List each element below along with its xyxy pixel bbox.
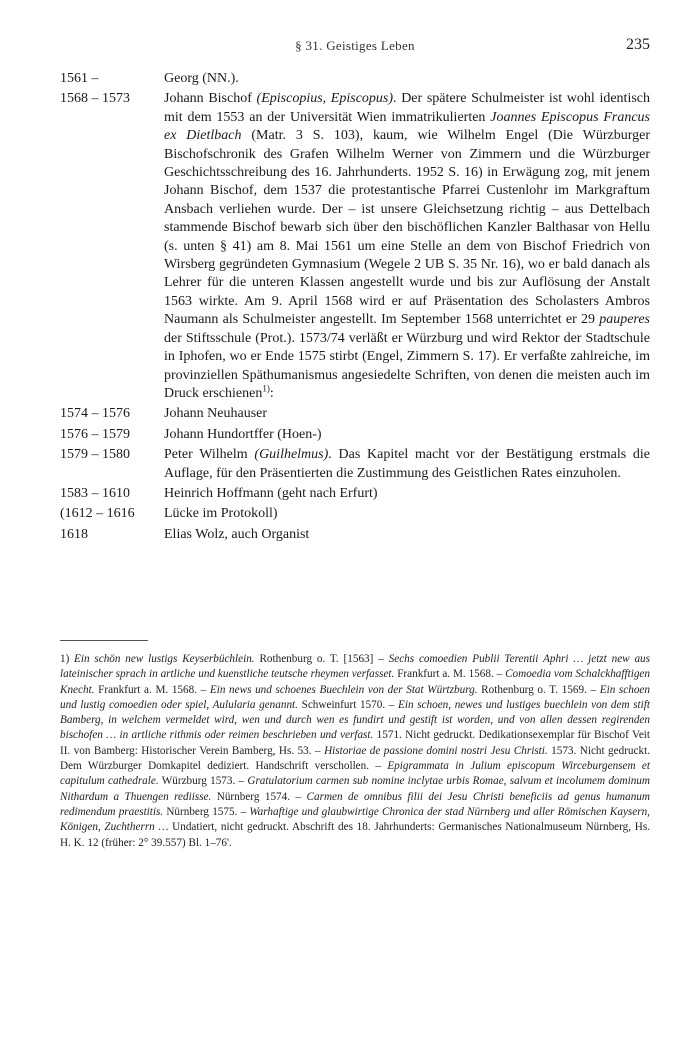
text-run: Elias Wolz, auch Organist: [164, 526, 310, 542]
entry-years: 1576 – 1579: [60, 426, 130, 442]
text-run: :: [269, 385, 274, 401]
footnote: [60, 652, 650, 851]
text-run: Heinrich Hoffmann (geht nach Erfurt): [164, 485, 378, 501]
italic-text: Carmen de omnibus filii dei Jesu Christi beneficiis ad genus humanum redimendum praestitis.: [60, 790, 650, 818]
entry-row: [60, 426, 650, 444]
italic-text: Ein schoen und lustig comoedien oder spiel, Aulularia genannt.: [60, 683, 650, 711]
text-run: Frankfurt a. M. 1568. –: [94, 683, 210, 696]
text-run: Peter Wilhelm: [164, 447, 255, 463]
italic-text: (Episcopius, Episcopus): [256, 91, 394, 107]
italic-text: Sechs comoedien Publii Terentii Aphri … jetzt new aus lateinischer sprach in artliche und kuenstliche teutsche rheymen verfasset.: [60, 653, 651, 681]
text-run: Johann Hundortffer (Hoen-): [164, 426, 322, 442]
footnote-text: [60, 653, 650, 849]
text-run: Schweinfurt 1570. –: [297, 698, 399, 711]
text-run: (Matr. 3 S. 103), kaum, wie Wilhelm Engel (Die Würzburger Bischofschronik des Grafen Wilhelm Werner von Zimmern und die Würzburger Geschichtsschreibung des 16. Jahrhunderts. 1952 S. 16) in Erwägung zog, mit jenem Johann Bischof, dem 1537 die protestantische Pfarrei Custenlohr im Markgraftum Ansbach verliehen wurde. Der – ist unsere Gleichsetzung richtig – aus Dettelbach stammende Bischof bewarb sich über den bischöflichen Kanzler Balthasar von Hellu (s. unten § 41) am 8. Mai 1561 um eine Stelle an dem von Bischof Friedrich von Wirsberg gegründeten Gymnasium (Wegele 2 UB S. 35 Nr. 16), wo er bald danach als Lehrer für die unteren Klassen angestellt wurde und bis zur Auflösung der Anstalt 1563 wirkte. Am 9. April 1568 wird er auf Präsentation des Scholasters Ambros Naumann als Schulmeister angestellt. Im September 1568 unterrichtet er 29: [164, 128, 650, 328]
entry-row: [60, 70, 650, 88]
page-header: [60, 36, 650, 58]
italic-text: Ein schön new lustigs Keyserbüchlein.: [74, 653, 255, 665]
entry-row: [60, 90, 650, 403]
entry-description: [164, 505, 650, 523]
entry-years: 1583 – 1610: [60, 485, 130, 501]
running-title: § 31. Geistiges Leben: [295, 38, 415, 53]
entry-years: 1618: [60, 526, 88, 542]
italic-text: pauperes: [599, 312, 650, 328]
italic-text: Ein schoen, newes und lustiges buechlein von dem stift Bamberg, in welchem vermeldet wird, wen und durch wen es fundirt und gestift ist worden, und von allen dessen regirenden bischofen … in artliche rithmis oder reimen beschrieben und verfast.: [60, 698, 650, 742]
entry-description: [164, 446, 650, 483]
entry-row: [60, 485, 650, 503]
italic-text: Ein news und schoenes Buechlein von der Stat Würtzburg.: [209, 683, 478, 696]
entry-row: [60, 526, 650, 544]
entry-years: (1612 – 1616: [60, 506, 135, 522]
entry-description: [164, 485, 650, 503]
entry-description: [164, 70, 650, 88]
text-run: Frankfurt a. M. 1568. –: [394, 668, 506, 681]
entry-years: 1561 –: [60, 71, 99, 86]
italic-text: Warhaftige und glaubwirtige Chronica der stad Nürnberg und aller Römischen Kaysern, Königen, Zuchtherrn …: [60, 805, 650, 834]
entry-row: [60, 405, 650, 423]
text-run: Lücke im Protokoll): [164, 506, 278, 522]
text-run: Johann Bischof: [164, 91, 257, 107]
text-run: . Der spätere Schulmeister ist wohl identisch mit dem 1553 an der Universität Wien immatrikulierten: [164, 91, 650, 125]
text-run: Rothenburg o. T. 1569. –: [477, 683, 600, 696]
text-run: der Stiftsschule (Prot.). 1573/74 verläßt er Würzburg und wird Rektor der Stadtschule in Iphofen, wo er Ende 1575 stirbt (Engel, Zimmern S. 17). Er verfaßte zahlreiche, im provinziellen Späthumanismus angesiedelte Schriften, von denen die meisten auch im Druck erschienen: [164, 330, 650, 401]
italic-text: Historiae de passione domini nostri Jesu Christi.: [324, 744, 548, 757]
entry-years: 1574 – 1576: [60, 406, 130, 422]
italic-text: Gratulatorium carmen sub nomine inclytae urbis Romae, salvum et incolumem dominum Nithardum a Thuengen rediisse.: [60, 775, 650, 803]
text-run: Undatiert, nicht gedruckt. Abschrift des 18. Jahrhunderts: Germanisches Nationalmuseum Nürnberg, Hs. H. K. 12 (früher: 2° 39.557) Bl. 1–76'.: [60, 821, 650, 849]
entry-years: 1579 – 1580: [60, 447, 130, 463]
italic-text: Joannes Episcopus Francus ex Dietlbach: [164, 109, 651, 144]
entry-description: [164, 90, 650, 403]
text-run: . Das Kapitel macht vor der Bestätigung erstmals die Auflage, für den Präsentierten die Zustimmung des Geistlichen Rates einzuholen.: [164, 447, 650, 481]
text-run: 1573. Nicht gedruckt. Dem Würzburger Domkapitel dediziert. Handschrift verschollen. –: [60, 744, 650, 773]
italic-text: Comoedia vom Schalckhafftigen Knecht.: [60, 668, 650, 696]
entry-description: [164, 526, 650, 544]
italic-text: Epigrammata in Julium episcopum Wirceburgensem et capitulum cathedrale.: [60, 760, 650, 788]
text-run: Würzburg 1573. –: [158, 775, 248, 788]
text-run: Johann Neuhauser: [164, 406, 268, 422]
entry-list: [60, 70, 650, 546]
entry-description: [164, 426, 650, 444]
footnote-reference: 1): [262, 383, 270, 394]
text-run: Georg (NN.).: [164, 71, 239, 86]
entry-years: 1568 – 1573: [60, 91, 130, 107]
entry-description: [164, 405, 650, 423]
text-run: Rothenburg o. T. [1563] –: [254, 653, 389, 665]
text-run: 1571. Nicht gedruckt. Dedikationsexemplar für Bischof Veit II. von Bamberg: Historischer Verein Bamberg, Hs. 53. –: [60, 729, 651, 757]
italic-text: (Guilhelmus): [254, 447, 329, 463]
text-run: Nürnberg 1574. –: [211, 790, 307, 803]
entry-row: [60, 505, 650, 523]
footnote-divider: [60, 640, 148, 641]
text-run: Nürnberg 1575. –: [163, 805, 250, 818]
entry-row: [60, 446, 650, 483]
footnote-marker: 1): [60, 653, 70, 665]
page-number: 235: [626, 36, 650, 53]
